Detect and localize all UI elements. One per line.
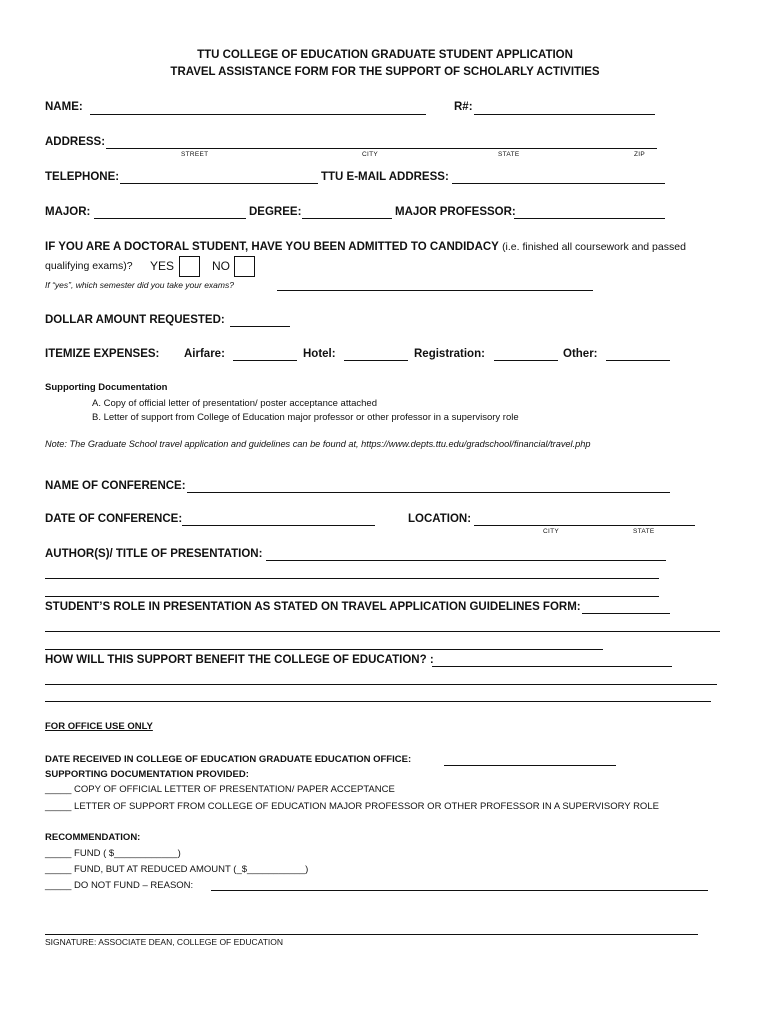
major-field[interactable] <box>94 218 246 219</box>
guidelines-note: Note: The Graduate School travel application and guidelines can be found at, https://www.depts.ttu.edu/gradschool/financial/travel.php <box>45 439 591 449</box>
no-label: NO <box>212 259 230 273</box>
hotel-field[interactable] <box>344 360 408 361</box>
degree-label: DEGREE: <box>249 206 302 218</box>
candidacy-question <box>45 241 686 253</box>
yes-checkbox[interactable] <box>179 256 200 277</box>
telephone-label: TELEPHONE: <box>45 171 120 183</box>
do-not-fund-reason-field[interactable] <box>211 890 708 891</box>
location-city-caption: CITY <box>543 528 560 535</box>
student-role-label: STUDENT’S ROLE IN PRESENTATION AS STATED ON TRAVEL APPLICATION GUIDELINES FORM: <box>45 601 581 613</box>
form-title-line1: TTU COLLEGE OF EDUCATION GRADUATE STUDENT APPLICATION <box>197 49 573 61</box>
student-role-field[interactable] <box>582 613 670 614</box>
major-professor-field[interactable] <box>514 218 665 219</box>
address-field[interactable] <box>106 148 657 149</box>
major-professor-label: MAJOR PROFESSOR: <box>395 206 516 218</box>
degree-field[interactable] <box>302 218 392 219</box>
rnum-field[interactable] <box>474 114 655 115</box>
office-use-heading: FOR OFFICE USE ONLY <box>45 721 153 732</box>
conference-name-field[interactable] <box>187 492 670 493</box>
supporting-item-a: A. Copy of official letter of presentation/ poster acceptance attached <box>92 398 377 409</box>
author-title-line3[interactable] <box>45 596 659 597</box>
semester-prompt: If “yes”, which semester did you take your exams? <box>45 280 234 290</box>
name-field[interactable] <box>90 114 426 115</box>
signature-line[interactable] <box>45 934 698 935</box>
location-state-caption: STATE <box>633 528 655 535</box>
airfare-field[interactable] <box>233 360 297 361</box>
rnum-label: R#: <box>454 101 473 113</box>
city-caption: CITY <box>362 151 379 158</box>
email-field[interactable] <box>452 183 665 184</box>
address-label: ADDRESS: <box>45 136 106 148</box>
yes-label: YES <box>150 259 175 273</box>
copy-letter-checkline: _____ COPY OF OFFICIAL LETTER OF PRESENTATION/ PAPER ACCEPTANCE <box>45 784 395 795</box>
student-role-line3[interactable] <box>45 649 603 650</box>
form-title-line2: TRAVEL ASSISTANCE FORM FOR THE SUPPORT OF SCHOLARLY ACTIVITIES <box>170 66 600 78</box>
supporting-item-b: B. Letter of support from College of Education major professor or other professor in a supervisory role <box>92 412 519 423</box>
state-caption: STATE <box>498 151 520 158</box>
author-title-line2[interactable] <box>45 578 659 579</box>
author-title-field[interactable] <box>266 560 666 561</box>
candidacy-question-bold: IF YOU ARE A DOCTORAL STUDENT, HAVE YOU BEEN ADMITTED TO CANDIDACY <box>45 241 499 253</box>
candidacy-question-rest: (i.e. finished all coursework and passed <box>502 241 686 253</box>
other-field[interactable] <box>606 360 670 361</box>
date-received-field[interactable] <box>444 765 616 766</box>
telephone-field[interactable] <box>120 183 318 184</box>
registration-field[interactable] <box>494 360 558 361</box>
candidacy-question-line2: qualifying exams)? <box>45 260 133 272</box>
airfare-label: Airfare: <box>184 348 225 360</box>
benefit-line3[interactable] <box>45 701 711 702</box>
other-label: Other: <box>563 348 598 360</box>
date-received-label: DATE RECEIVED IN COLLEGE OF EDUCATION GRADUATE EDUCATION OFFICE: <box>45 754 412 765</box>
location-field[interactable] <box>474 525 695 526</box>
author-title-label: AUTHOR(S)/ TITLE OF PRESENTATION: <box>45 548 263 560</box>
name-label: NAME: <box>45 101 83 113</box>
supporting-docs-heading: Supporting Documentation <box>45 382 168 393</box>
dollar-amount-label: DOLLAR AMOUNT REQUESTED: <box>45 314 225 326</box>
no-checkbox[interactable] <box>234 256 255 277</box>
support-letter-checkline: _____ LETTER OF SUPPORT FROM COLLEGE OF EDUCATION MAJOR PROFESSOR OR OTHER PROFESSOR IN A SUPERVISORY ROLE <box>45 801 659 812</box>
major-label: MAJOR: <box>45 206 91 218</box>
benefit-line2[interactable] <box>45 684 717 685</box>
do-not-fund-option: _____ DO NOT FUND – REASON: <box>45 880 194 891</box>
location-label: LOCATION: <box>408 513 472 525</box>
benefit-field[interactable] <box>432 666 672 667</box>
conference-name-label: NAME OF CONFERENCE: <box>45 480 186 492</box>
conference-date-field[interactable] <box>182 525 375 526</box>
email-label: TTU E-MAIL ADDRESS: <box>321 171 449 183</box>
conference-date-label: DATE OF CONFERENCE: <box>45 513 183 525</box>
zip-caption: ZIP <box>634 151 646 158</box>
itemize-expenses-label: ITEMIZE EXPENSES: <box>45 348 160 360</box>
signature-label: SIGNATURE: ASSOCIATE DEAN, COLLEGE OF EDUCATION <box>45 937 284 947</box>
benefit-label: HOW WILL THIS SUPPORT BENEFIT THE COLLEGE OF EDUCATION? : <box>45 654 434 666</box>
recommendation-label: RECOMMENDATION: <box>45 832 141 843</box>
supporting-provided-label: SUPPORTING DOCUMENTATION PROVIDED: <box>45 769 249 780</box>
hotel-label: Hotel: <box>303 348 336 360</box>
fund-option: _____ FUND ( $____________) <box>45 848 181 859</box>
semester-field[interactable] <box>277 290 593 291</box>
student-role-line2[interactable] <box>45 631 720 632</box>
fund-reduced-option: _____ FUND, BUT AT REDUCED AMOUNT (_$___________) <box>45 864 309 875</box>
registration-label: Registration: <box>414 348 485 360</box>
dollar-amount-field[interactable] <box>230 326 290 327</box>
street-caption: STREET <box>181 151 209 158</box>
